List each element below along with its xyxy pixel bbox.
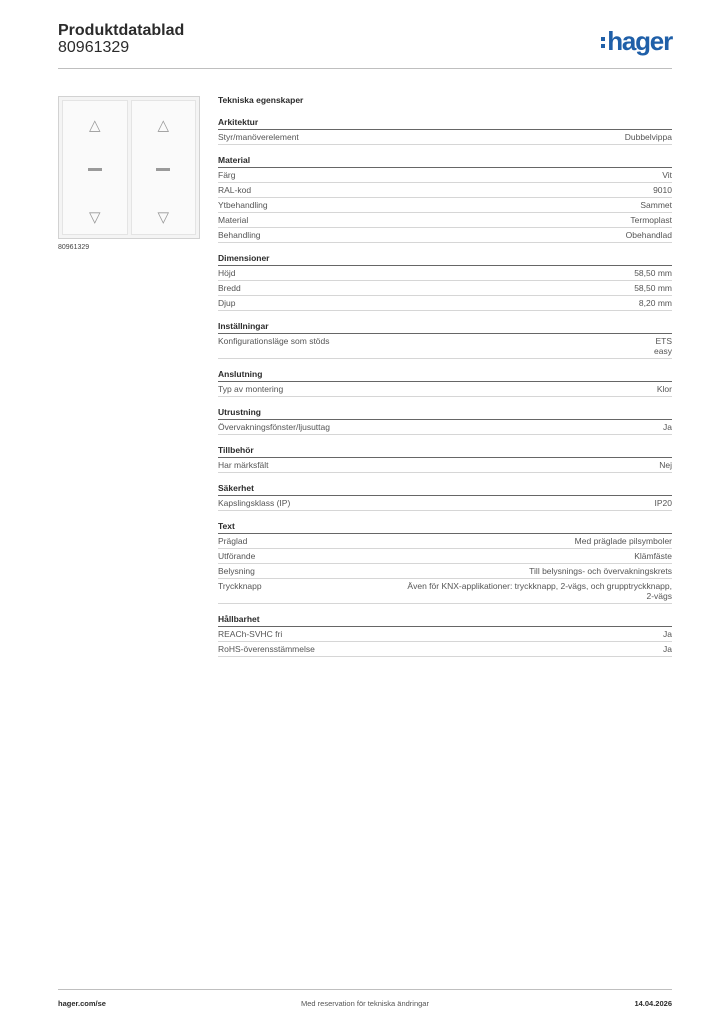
spec-label: Behandling: [218, 230, 261, 240]
page-footer: [58, 989, 672, 1008]
spec-value: Klämfäste: [634, 551, 672, 561]
spec-value: 58,50 mm: [634, 283, 672, 293]
section-title: Tillbehör: [218, 445, 672, 458]
spec-row: [218, 198, 672, 213]
spec-row: [218, 130, 672, 145]
spec-row: [218, 420, 672, 435]
spec-row: [218, 228, 672, 243]
spec-row: [218, 642, 672, 657]
spec-label: Präglad: [218, 536, 248, 546]
spec-row: [218, 458, 672, 473]
spec-row: [218, 183, 672, 198]
page-title: Produktdatablad: [58, 22, 185, 39]
image-caption: 80961329: [58, 244, 90, 251]
spec-section: [218, 445, 672, 473]
spec-section: [218, 321, 672, 359]
spec-row: [218, 627, 672, 642]
spec-label: Typ av montering: [218, 384, 284, 394]
section-title: Hållbarhet: [218, 614, 672, 627]
spec-row: [218, 334, 672, 359]
spec-label: Har märksfält: [218, 460, 269, 470]
spec-label: Djup: [218, 298, 236, 308]
section-title: Säkerhet: [218, 483, 672, 496]
footer-date: 14.04.2026: [634, 999, 672, 1008]
spec-value: Sammet: [640, 200, 672, 210]
dash-icon: [156, 168, 170, 171]
specs-title: Tekniska egenskaper: [218, 95, 304, 105]
spec-row: [218, 266, 672, 281]
product-image: [58, 96, 200, 239]
spec-row: [218, 296, 672, 311]
spec-label: Material: [218, 215, 249, 225]
spec-value: Termoplast: [630, 215, 672, 225]
spec-label: RoHS-överensstämmelse: [218, 644, 315, 654]
spec-value: Med präglade pilsymboler: [574, 536, 672, 546]
spec-label: REACh-SVHC fri: [218, 629, 283, 639]
spec-label: Övervakningsfönster/ljusuttag: [218, 422, 330, 432]
page-header: [58, 22, 672, 69]
spec-section: [218, 521, 672, 604]
rocker-left: [62, 100, 128, 235]
spec-row: [218, 579, 672, 604]
spec-section: [218, 614, 672, 657]
spec-label: Belysning: [218, 566, 255, 576]
hager-logo: [601, 28, 672, 54]
footer-website[interactable]: hager.com/se: [58, 999, 106, 1008]
spec-value: Nej: [659, 460, 672, 470]
spec-label: Utförande: [218, 551, 256, 561]
logo-text: hager: [607, 26, 672, 56]
spec-value: Ja: [663, 629, 672, 639]
spec-row: [218, 534, 672, 549]
spec-section: [218, 407, 672, 435]
spec-row: [218, 281, 672, 296]
section-title: Inställningar: [218, 321, 672, 334]
spec-section: [218, 369, 672, 397]
spec-value: Ja: [663, 644, 672, 654]
spec-value: Klor: [656, 384, 672, 394]
product-number: 80961329: [58, 39, 130, 56]
spec-row: [218, 213, 672, 228]
spec-label: RAL-kod: [218, 185, 252, 195]
specs-table: [218, 95, 672, 667]
spec-label: Färg: [218, 170, 236, 180]
spec-value: 58,50 mm: [634, 268, 672, 278]
arrow-up-outline-icon: △: [88, 117, 101, 134]
spec-value: Även för KNX-applikationer: tryckknapp, 2-vägs, och grupptryckknapp, 2-vägs: [407, 581, 672, 601]
specs-sections: [218, 117, 672, 657]
rocker-right: [131, 100, 197, 235]
arrow-down-outline-icon: ▽: [88, 209, 101, 226]
spec-label: Styr/manöverelement: [218, 132, 299, 142]
spec-row: [218, 168, 672, 183]
section-title: Utrustning: [218, 407, 672, 420]
section-title: Anslutning: [218, 369, 672, 382]
spec-value: Dubbelvippa: [624, 132, 672, 142]
spec-label: Höjd: [218, 268, 236, 278]
spec-label: Konfigurationsläge som stöds: [218, 336, 330, 346]
spec-section: [218, 253, 672, 311]
spec-label: Kapslingsklass (IP): [218, 498, 291, 508]
spec-section: [218, 155, 672, 243]
spec-label: Ytbehandling: [218, 200, 268, 210]
spec-value: IP20: [654, 498, 672, 508]
spec-section: [218, 117, 672, 145]
spec-value: Vit: [662, 170, 672, 180]
spec-value: ETS easy: [654, 336, 672, 356]
logo-mark-icon: [601, 37, 605, 48]
footer-note: Med reservation för tekniska ändringar: [301, 999, 429, 1008]
spec-value: 9010: [653, 185, 672, 195]
section-title: Arkitektur: [218, 117, 672, 130]
arrow-down-outline-icon: ▽: [157, 209, 170, 226]
spec-value: Ja: [663, 422, 672, 432]
spec-value: 8,20 mm: [638, 298, 672, 308]
spec-row: [218, 496, 672, 511]
section-title: Text: [218, 521, 672, 534]
spec-row: [218, 549, 672, 564]
spec-value: Till belysnings- och övervakningskrets: [529, 566, 672, 576]
spec-row: [218, 564, 672, 579]
section-title: Dimensioner: [218, 253, 672, 266]
dash-icon: [88, 168, 102, 171]
spec-label: Tryckknapp: [218, 581, 262, 591]
spec-row: [218, 382, 672, 397]
spec-label: Bredd: [218, 283, 241, 293]
spec-section: [218, 483, 672, 511]
arrow-up-outline-icon: △: [157, 117, 170, 134]
section-title: Material: [218, 155, 672, 168]
spec-value: Obehandlad: [625, 230, 672, 240]
